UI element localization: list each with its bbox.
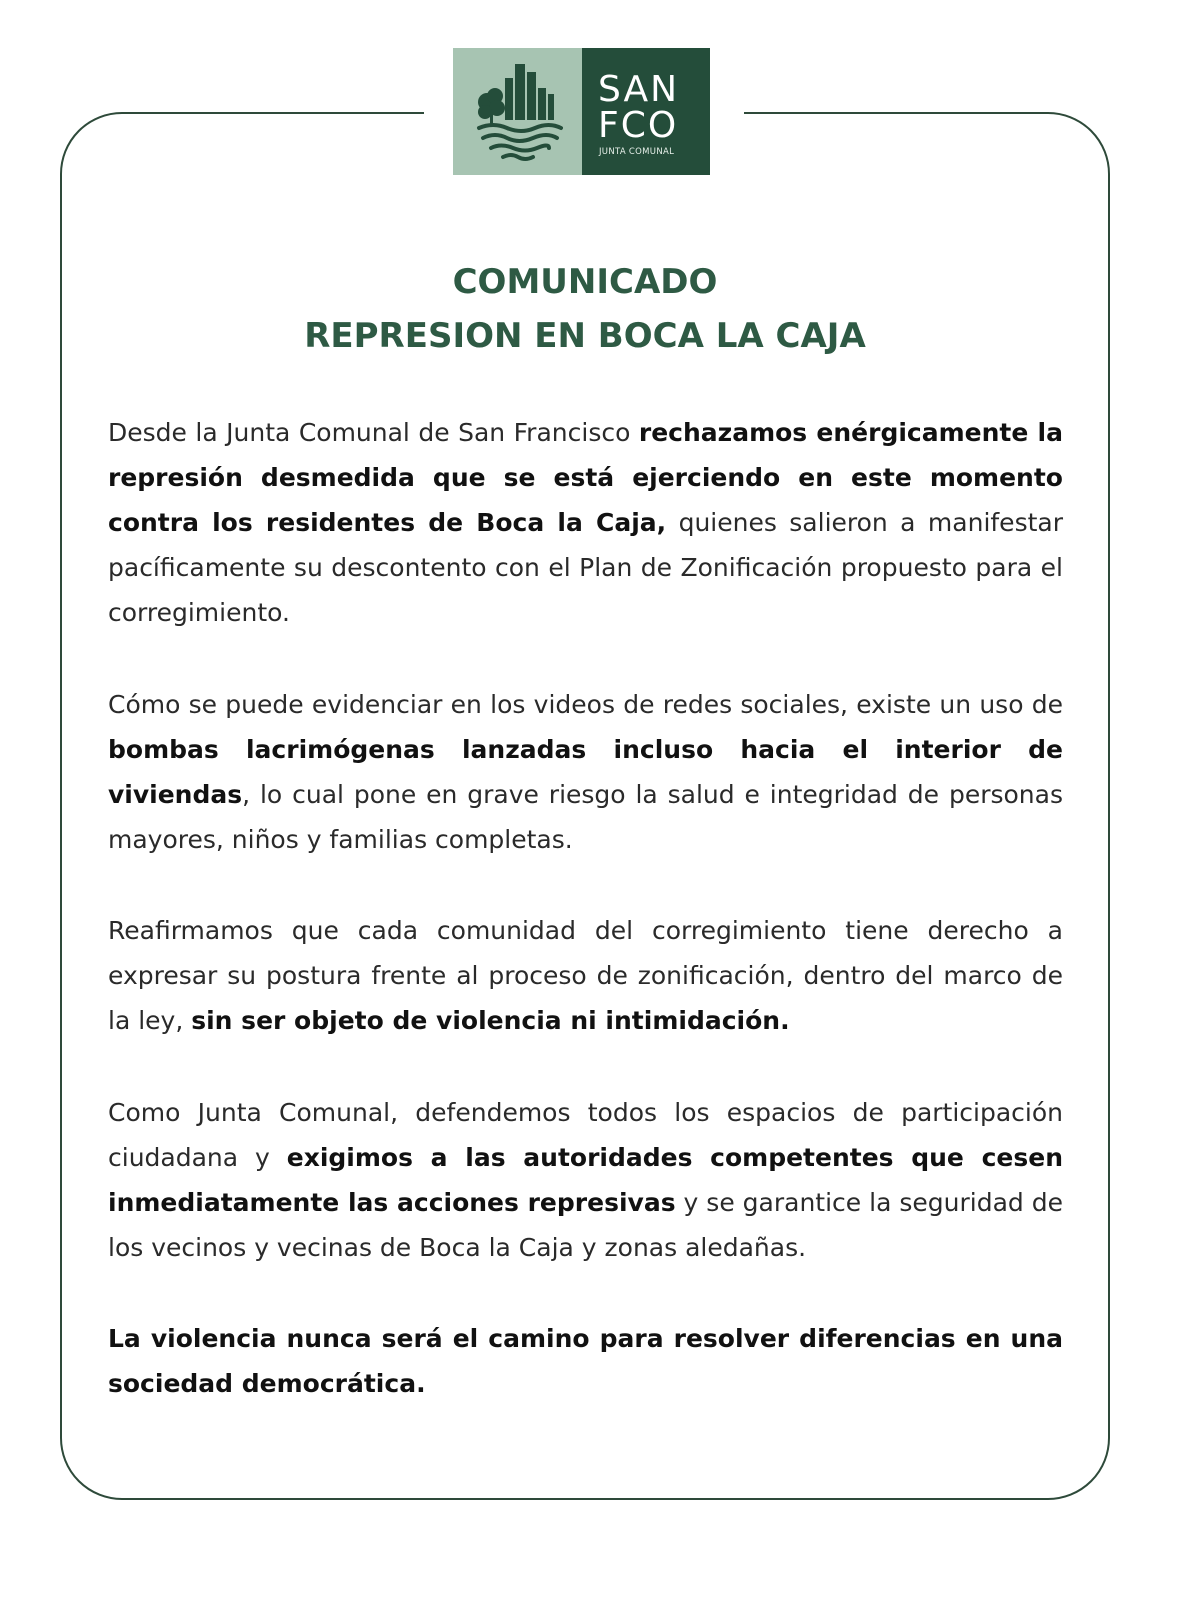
city-tree-water-shield-icon: [473, 58, 563, 166]
paragraph-1: [108, 410, 1063, 635]
closing-statement: [108, 1316, 1063, 1406]
paragraph-3-bold: sin ser objeto de violencia ni intimidación.: [191, 1006, 790, 1035]
document-title: COMUNICADO: [452, 262, 718, 302]
paragraph-2: [108, 682, 1063, 862]
paragraph-2-text-end: , lo cual pone en grave riesgo la salud e integridad de personas mayores, niños y familias completas.: [108, 780, 1063, 854]
document-subtitle: REPRESION EN BOCA LA CAJA: [304, 316, 866, 356]
logo-line-san: SAN: [598, 69, 680, 110]
logo-line-fco: FCO: [598, 105, 679, 146]
paragraph-1-bold: rechazamos enérgicamente la represión desmedida que se está ejerciendo en este momento contra los residentes de Boca la Caja,: [108, 418, 1064, 537]
paragraph-1-text-end: quienes salieron a manifestar pacíficamente su descontento con el Plan de Zonificación propuesto para el corregimiento.: [108, 508, 1063, 627]
paragraph-4-text: Como Junta Comunal, defendemos todos los espacios de participación ciudadana y: [108, 1098, 1063, 1172]
paragraph-1-text: Desde la Junta Comunal de San Francisco: [108, 418, 639, 447]
paragraph-4-bold: exigimos a las autoridades competentes que cesen inmediatamente las acciones represivas: [108, 1143, 1063, 1217]
logo-emblem: [453, 48, 582, 175]
paragraph-3-text: Reafirmamos que cada comunidad del corregimiento tiene derecho a expresar su postura frente al proceso de zonificación, dentro del marco de la ley,: [108, 916, 1063, 1035]
closing-statement-bold: La violencia nunca será el camino para resolver diferencias en una sociedad democrática.: [108, 1324, 1063, 1398]
paragraph-3: [108, 908, 1063, 1043]
paragraph-4: [108, 1090, 1063, 1270]
paragraph-2-bold: bombas lacrimógenas lanzadas incluso hacia el interior de viviendas: [108, 735, 1063, 809]
san-fco-logo: [453, 48, 710, 175]
paragraph-2-text: Cómo se puede evidenciar en los videos de redes sociales, existe un uso de: [108, 690, 1063, 719]
logo-subtitle: JUNTA COMUNAL: [599, 147, 675, 157]
paragraph-4-text-end: y se garantice la seguridad de los vecinos y vecinas de Boca la Caja y zonas aledañas.: [108, 1188, 1063, 1262]
logo-wordmark: [582, 48, 710, 175]
